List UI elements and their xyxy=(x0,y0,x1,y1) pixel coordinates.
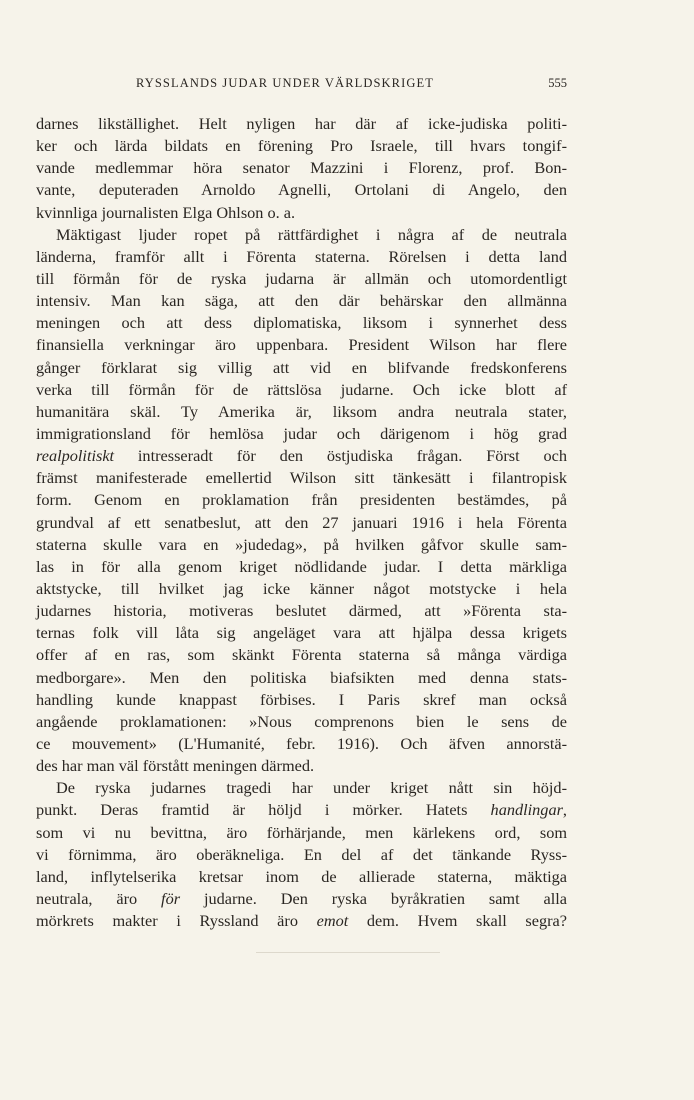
running-title: RYSSLANDS JUDAR UNDER VÄRLDSKRIGET xyxy=(136,76,434,90)
text-segment: , xyxy=(562,800,567,820)
text-line: intensiv. Man kan säga, att den där behärskar den allmänna xyxy=(36,291,567,311)
text-line: verka till förmån för de rättslösa judarne. Och icke blott af xyxy=(36,379,567,399)
text-line: darnes likställighet. Helt nyligen har där af icke-judiska politi- xyxy=(36,114,567,133)
text-line: staterna skulle vara en »judedag», på hvilken gåfvor skulle sam- xyxy=(36,534,567,554)
text-line: form. Genom en proklamation från presidenten bestämdes, på xyxy=(36,490,567,510)
text-line xyxy=(36,888,567,910)
text-line: finansiella verkningar äro uppenbara. President Wilson har flere xyxy=(36,335,567,355)
paragraph-start-line: Mäktigast ljuder ropet på rättfärdighet i några af de neutrala xyxy=(56,224,567,244)
text-line: ce mouvement» (L'Humanité, febr. 1916). Och äfven annorstä- xyxy=(36,733,567,753)
text-line: offer af en ras, som skänkt Förenta staterna så många värdiga xyxy=(36,645,567,665)
page-header xyxy=(136,76,567,91)
text-line: länderna, framför allt i Förenta staterna. Rörelsen i detta land xyxy=(36,246,567,266)
text-line: kvinnliga journalisten Elga Ohlson o. a. xyxy=(36,202,296,222)
text-line xyxy=(36,799,567,821)
text-segment: punkt. Deras framtid är höljd i mörker. Hatets xyxy=(36,800,491,820)
text-line: humanitära skäl. Ty Amerika är, liksom andra neutrala stater, xyxy=(36,401,567,421)
text-line: handling kunde knappast förbises. I Paris skref man också xyxy=(36,689,567,709)
text-line: meningen och att dess diplomatiska, liksom i synnerhet dess xyxy=(36,313,567,333)
text-line: land, inflytelserika kretsar inom de allierade staterna, mäktiga xyxy=(36,866,567,886)
text-line: vi förnimma, äro oberäkneliga. En del af det tänkande Ryss- xyxy=(36,844,567,864)
italic-term: handlingar xyxy=(490,800,563,820)
text-line xyxy=(36,445,567,467)
text-line: vante, deputeraden Arnoldo Agnelli, Ortolani di Angelo, den xyxy=(36,180,567,200)
text-line: immigrationsland för hemlösa judar och därigenom i hög grad xyxy=(36,423,567,443)
text-line: medborgare». Men den politiska biafsikten med denna stats- xyxy=(36,667,567,687)
body-text xyxy=(36,113,567,932)
page-number: 555 xyxy=(548,76,567,90)
text-line: las in för alla genom kriget nödlidande judar. I detta märkliga xyxy=(36,556,567,576)
text-segment: intresseradt för den östjudiska frågan. Först och xyxy=(114,446,567,466)
text-line: som vi nu bevittna, äro förhärjande, men kärlekens ord, som xyxy=(36,822,567,842)
text-line: judarnes historia, motiveras beslutet därmed, att »Förenta sta- xyxy=(36,601,567,621)
text-line: des har man väl förstått meningen därmed. xyxy=(36,756,315,776)
text-line: till förmån för de ryska judarna är allmän och utomordentligt xyxy=(36,268,567,288)
text-line: ker och lärda bildats en förening Pro Israele, till hvars tongif- xyxy=(36,136,567,156)
text-segment: dem. Hvem skall segra? xyxy=(348,911,568,931)
text-line: angående proklamationen: »Nous comprenons bien le sens de xyxy=(36,711,567,731)
text-line: grundval af ett senatbeslut, att den 27 januari 1916 i hela Förenta xyxy=(36,512,567,532)
text-line: främst manifesterade emellertid Wilson sitt tänkesätt i filantropisk xyxy=(36,468,567,488)
text-line xyxy=(36,910,567,932)
text-segment: neutrala, äro xyxy=(36,888,162,908)
bottom-divider xyxy=(256,952,440,953)
text-segment: mörkrets makter i Ryssland äro xyxy=(36,911,317,931)
italic-term: för xyxy=(161,888,181,908)
italic-term: emot xyxy=(316,911,349,931)
text-line: vande medlemmar höra senator Mazzini i Florenz, prof. Bon- xyxy=(36,158,567,178)
text-line: ternas folk vill låta sig angeläget vara att hjälpa dessa krigets xyxy=(36,623,567,643)
text-segment: judarne. Den ryska byråkratien samt alla xyxy=(180,888,567,908)
text-line: gånger förklarat sig villig att vid en blifvande fredskonferens xyxy=(36,357,567,377)
italic-term: realpolitiskt xyxy=(36,446,115,466)
text-line: aktstycke, till hvilket jag icke känner något motstycke i hela xyxy=(36,578,567,598)
paragraph-start-line: De ryska judarnes tragedi har under kriget nått sin höjd- xyxy=(56,778,567,798)
